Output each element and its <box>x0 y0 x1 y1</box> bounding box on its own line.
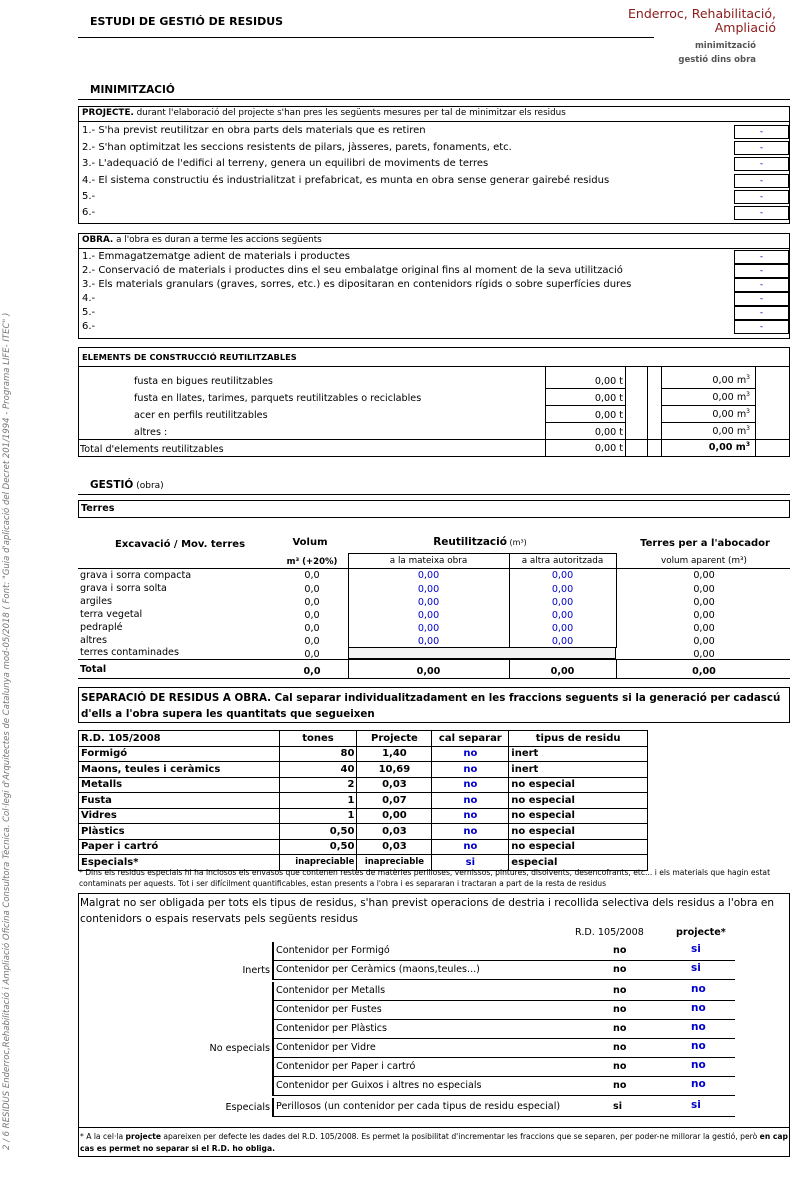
list-item <box>273 1001 735 1020</box>
terres-row-abocador: 0,00 <box>693 636 715 647</box>
cont-projecte: no <box>691 1078 706 1090</box>
terres-row-name: terra vegetal <box>80 609 143 620</box>
table-row <box>79 777 648 793</box>
terres-label: Terres <box>81 503 115 514</box>
sep-tones: 80 <box>279 746 357 762</box>
sep-projecte: 0,07 <box>357 793 432 809</box>
terres-row-reut-other: 0,00 <box>551 623 574 634</box>
obra-item: 5.- <box>82 307 96 318</box>
col-volum: Volum <box>292 537 328 548</box>
projecte-description: durant l'elaboració del projecte s'han pres les següents mesures per tal de minimitzar els residus <box>133 108 566 118</box>
minimitzacio-rule <box>78 99 790 100</box>
terres-row-abocador: 0,00 <box>693 584 715 595</box>
terres-total-abocador: 0,00 <box>692 666 716 677</box>
cont-name: Contenidor per Plàstics <box>276 1023 388 1034</box>
projecte-item: 4.- El sistema constructiu és industrialitzat i prefabricat, es munta en obra sense generar gairebé residus <box>82 175 610 186</box>
cont-col-projecte: projecte* <box>676 927 726 938</box>
minimitzacio-title: MINIMITZACIÓ <box>90 84 175 96</box>
projecte-item: 2.- S'han optimitzat les seccions resistents de pilars, jàsseres, parets, fonaments, etc. <box>82 142 512 153</box>
elements-col-line <box>625 366 626 456</box>
sep-name: Especials* <box>79 855 280 871</box>
element-name: acer en perfils reutilitzables <box>134 410 268 421</box>
obra-item-value: - <box>734 250 789 264</box>
terres-row-abocador: 0,00 <box>693 623 715 634</box>
terres-row-volum: 0,0 <box>304 610 320 621</box>
terres-row-volum: 0,0 <box>304 636 320 647</box>
col-reut-other: a altra autoritzada <box>521 556 604 566</box>
project-type-line1: Enderroc, Rehabilitació, <box>628 6 776 21</box>
projecte-heading <box>82 108 566 118</box>
terres-total-line <box>78 659 790 660</box>
projecte-divider <box>78 121 790 122</box>
cont-name: Perillosos (un contenidor per cada tipus de residu especial) <box>276 1101 561 1112</box>
sep-name: Maons, teules i ceràmics <box>79 762 280 778</box>
terres-row-reut-same: 0,00 <box>417 636 440 647</box>
cont-name: Contenidor per Ceràmics (maons,teules...) <box>276 964 480 975</box>
elements-divider <box>78 366 790 367</box>
project-type-line2: Ampliació <box>714 20 776 35</box>
col-abocador: Terres per a l'abocador <box>640 538 770 549</box>
terres-row-abocador: 0,00 <box>693 570 715 581</box>
element-total-line <box>78 439 790 440</box>
cont-rd: no <box>613 945 627 956</box>
cont-projecte: si <box>691 943 701 955</box>
cont-rd: no <box>613 964 627 975</box>
terres-row-reut-same: 0,00 <box>417 570 440 581</box>
side-footer-text: 2 / 6 RESIDUS Enderroc,Rehabilitació i Ampliació Oficina Consultora Tècnica. Col·legi d'Arquitectes de Catalunya mod-05/2018 ( Font: "Guia d'aplicació del Decret 201/1994 - Programa LIFE- ITEC" ) <box>2 312 12 1150</box>
table-row <box>79 746 648 762</box>
obra-description: a l'obra es duran a terme les accions següents <box>113 235 322 245</box>
projecte-label: PROJECTE. <box>82 108 134 118</box>
sep-cal-separar: no <box>432 824 509 840</box>
sep-tipus: no especial <box>509 777 648 793</box>
projecte-item-value: - <box>734 174 789 188</box>
gestio-title-text: GESTIÓ <box>90 479 134 491</box>
contenidors-intro: Malgrat no ser obligada per tots els tipus de residus, s'han previst operacions de destria i recollida selectiva dels residus a l'obra en contenidors o espais reservats pels següents residus <box>80 897 775 925</box>
cont-rd: no <box>613 1023 627 1034</box>
terres-row-name: terres contaminades <box>80 647 179 658</box>
sep-name: Fusta <box>79 793 280 809</box>
projecte-item: 6.- <box>82 207 96 218</box>
table-row <box>79 793 648 809</box>
element-tones: 0,00 t <box>594 393 623 404</box>
terres-row-reut-other: 0,00 <box>551 597 574 608</box>
element-row-line <box>661 388 755 389</box>
terres-row-volum: 0,0 <box>304 570 320 581</box>
contenidors-footnote: * A la cel·la projecte apareixen per defecte les dades del R.D. 105/2008. Es permet la posibilitat d'incrementar les fraccions que se separen, per poder-ne millorar la gestió, però en cap cas es permet no separar si el R.D. ho obliga. <box>80 1132 788 1153</box>
terres-row-name: grava i sorra solta <box>80 583 167 594</box>
sep-projecte: 0,03 <box>357 839 432 855</box>
cont-projecte: no <box>691 1021 706 1033</box>
obra-label: OBRA. <box>82 235 114 245</box>
especials-note: * Dins els residus especials hi ha inclosos els envasos que contenen restes de matèries perilloses, vernissos, pintures, disolvents, desencofrants, etc... i els materials que hagin estat contaminats per aquests. Tot i ser difícilment quantificables, estan presents a l'obra i es separaran i tractaran a part de la resta de residus <box>79 868 771 888</box>
terres-row-reut-same: 0,00 <box>417 610 440 621</box>
obra-item: 4.- <box>82 293 96 304</box>
elements-title: ELEMENTS DE CONSTRUCCIÓ REUTILITZABLES <box>82 352 297 362</box>
element-volume: 0,00 $m^3$ <box>712 408 750 421</box>
especials-label: Especials <box>225 1102 270 1113</box>
list-item <box>273 982 735 1001</box>
projecte-item-value: - <box>734 157 789 171</box>
element-row-line <box>545 422 625 423</box>
obra-item: 2.- Conservació de materials i productes dins el seu embalatge original fins al moment de la seva utilització <box>82 265 623 276</box>
section-sub-gestio: gestió dins obra <box>678 55 756 65</box>
total-col-line <box>509 659 510 678</box>
gestio-rule <box>78 494 790 495</box>
element-volume: 0,00 $m^3$ <box>712 425 750 438</box>
elements-total-volume: 0,00 $m^3$ <box>708 441 750 454</box>
cont-projecte: no <box>691 1059 706 1071</box>
terres-total-volum: 0,0 <box>303 666 321 677</box>
cont-rd: no <box>613 1004 627 1015</box>
terres-row-reut-same: 0,00 <box>417 584 440 595</box>
terres-row-reut-other: 0,00 <box>551 570 574 581</box>
separacio-header-row <box>79 731 648 747</box>
element-volume: 0,00 $m^3$ <box>712 374 750 387</box>
gestio-title <box>90 479 164 491</box>
obra-heading <box>82 235 322 245</box>
sep-tipus: inert <box>509 762 648 778</box>
sep-projecte: 0,00 <box>357 808 432 824</box>
projecte-item-value: - <box>734 125 789 139</box>
terres-row-name: grava i sorra compacta <box>80 570 192 581</box>
sep-cal-separar: si <box>432 855 509 871</box>
inerts-label: Inerts <box>242 965 270 976</box>
cont-col-rd: R.D. 105/2008 <box>575 927 644 938</box>
sep-tones: 1 <box>279 808 357 824</box>
separacio-table <box>78 730 648 871</box>
obra-item-value: - <box>734 264 789 278</box>
terres-row-volum: 0,0 <box>304 597 320 608</box>
sep-projecte: inapreciable <box>357 855 432 871</box>
cont-projecte: no <box>691 1002 706 1014</box>
sep-tones: 0,50 <box>279 839 357 855</box>
terres-row-reut-other: 0,00 <box>551 636 574 647</box>
element-name: altres : <box>134 427 168 438</box>
table-row <box>79 839 648 855</box>
list-item <box>273 1039 735 1058</box>
projecte-item-value: - <box>734 190 789 204</box>
terres-row-volum: 0,0 <box>304 623 320 634</box>
sep-header: tipus de residu <box>509 731 648 747</box>
cont-name: Contenidor per Metalls <box>276 985 386 996</box>
cont-name: Contenidor per Fustes <box>276 1004 382 1015</box>
sep-tipus: no especial <box>509 808 648 824</box>
elements-col-line <box>755 366 756 456</box>
elements-col-line <box>661 366 662 456</box>
sep-cal-separar: no <box>432 793 509 809</box>
terres-row-reut-same: 0,00 <box>417 597 440 608</box>
terres-total-reut-same: 0,00 <box>416 666 441 677</box>
project-type-title <box>600 7 776 35</box>
cont-rd: si <box>613 1101 622 1112</box>
cont-name: Contenidor per Formigó <box>276 945 390 956</box>
sep-name: Formigó <box>79 746 280 762</box>
terres-row-abocador: 0,00 <box>693 597 715 608</box>
total-col-line <box>616 659 617 678</box>
sep-header: R.D. 105/2008 <box>79 731 280 747</box>
sep-tones: inapreciable <box>279 855 357 871</box>
sep-tipus: no especial <box>509 793 648 809</box>
sep-cal-separar: no <box>432 777 509 793</box>
sep-tipus: no especial <box>509 839 648 855</box>
terres-row-abocador: 0,00 <box>693 649 715 660</box>
terres-row-reut-other: 0,00 <box>551 584 574 595</box>
table-row <box>79 824 648 840</box>
elements-total-tones: 0,00 t <box>594 443 623 454</box>
terres-total-label: Total <box>80 664 107 675</box>
terres-row-reut-same: 0,00 <box>417 623 440 634</box>
sep-tipus: no especial <box>509 824 648 840</box>
cont-projecte: si <box>691 962 701 974</box>
sep-projecte: 10,69 <box>357 762 432 778</box>
sep-cal-separar: no <box>432 808 509 824</box>
sep-cal-separar: no <box>432 746 509 762</box>
sep-name: Paper i cartró <box>79 839 280 855</box>
list-item <box>273 1058 735 1077</box>
terres-row-name: altres <box>80 635 107 646</box>
sep-header: tones <box>279 731 357 747</box>
col-reutilitzacio: Reutilització (m³) <box>433 536 527 548</box>
obra-item-value: - <box>734 320 789 334</box>
sep-tipus: inert <box>509 746 648 762</box>
projecte-item: 1.- S'ha previst reutilitzar en obra parts dels materials que es retiren <box>82 125 426 136</box>
sep-tones: 40 <box>279 762 357 778</box>
col-volum-unit: m³ (+20%) <box>286 557 338 567</box>
footnote-divider <box>78 1127 790 1128</box>
obra-divider <box>78 248 790 249</box>
reut-top-line <box>348 553 616 554</box>
no-especials-label: No especials <box>209 1043 270 1054</box>
element-row-line <box>545 405 625 406</box>
element-row-line <box>661 405 755 406</box>
cont-projecte: no <box>691 983 706 995</box>
terres-row-abocador: 0,00 <box>693 610 715 621</box>
terres-row-volum: 0,0 <box>304 584 320 595</box>
terres-bottom-line <box>78 678 790 679</box>
obra-item: 1.- Emmagatzematge adient de materials i productes <box>82 251 350 262</box>
sep-header: cal separar <box>432 731 509 747</box>
sep-tipus: especial <box>509 855 648 871</box>
list-item <box>273 1098 735 1117</box>
element-volume: 0,00 $m^3$ <box>712 391 750 404</box>
elements-col-line <box>647 366 648 456</box>
sep-header: Projecte <box>357 731 432 747</box>
obra-item: 3.- Els materials granulars (graves, sorres, etc.) es dipositaran en contenidors rígids o sobre superfícies dures <box>82 279 632 290</box>
element-tones: 0,00 t <box>594 410 623 421</box>
cont-name: Contenidor per Guixos i altres no especials <box>276 1080 482 1091</box>
sep-cal-separar: no <box>432 762 509 778</box>
col-abocador-unit: volum aparent (m³) <box>661 556 747 566</box>
cont-name: Contenidor per Vidre <box>276 1042 376 1053</box>
section-sub-minimitzacio: minimització <box>694 41 756 51</box>
terres-subheader-line <box>78 568 790 569</box>
obra-item-value: - <box>734 306 789 320</box>
sep-cal-separar: no <box>432 839 509 855</box>
terres-row-reut-other: 0,00 <box>551 610 574 621</box>
list-item <box>273 1020 735 1039</box>
terres-row-volum: 0,0 <box>304 649 320 660</box>
cont-projecte: si <box>691 1099 701 1111</box>
projecte-item-value: - <box>734 206 789 220</box>
element-tones: 0,00 t <box>594 427 623 438</box>
list-item <box>273 1077 735 1096</box>
total-col-line <box>348 659 349 678</box>
document-title: ESTUDI DE GESTIÓ DE RESIDUS <box>90 15 284 28</box>
obra-item: 6.- <box>82 321 96 332</box>
table-row <box>79 762 648 778</box>
list-item <box>273 942 735 961</box>
element-name: fusta en bigues reutilitzables <box>134 376 273 387</box>
gestio-title-suffix: (obra) <box>133 481 164 491</box>
cont-rd: no <box>613 985 627 996</box>
element-tones: 0,00 t <box>594 376 623 387</box>
elements-col-line <box>545 366 546 456</box>
sep-projecte: 1,40 <box>357 746 432 762</box>
projecte-item: 5.- <box>82 191 96 202</box>
obra-item-value: - <box>734 278 789 292</box>
table-row <box>79 808 648 824</box>
separacio-title: SEPARACIÓ DE RESIDUS A OBRA. Cal separar individualitzadament en les fraccions seguents si la generació per cadascú d'ells a l'obra supera les quantitats que segueixen <box>81 692 781 720</box>
elements-total-label: Total d'elements reutilitzables <box>80 444 224 455</box>
element-name: fusta en llates, tarimes, parquets reutilitzables o reciclables <box>134 393 422 404</box>
terres-row-name: pedraplé <box>80 622 123 633</box>
col-excavacio: Excavació / Mov. terres <box>115 539 246 550</box>
obra-item-value: - <box>734 292 789 306</box>
sep-tones: 0,50 <box>279 824 357 840</box>
contaminades-shaded <box>348 647 616 659</box>
col-reut-same: a la mateixa obra <box>389 556 468 566</box>
cont-name: Contenidor per Paper i cartró <box>276 1061 416 1072</box>
sep-name: Plàstics <box>79 824 280 840</box>
sep-projecte: 0,03 <box>357 777 432 793</box>
projecte-item: 3.- L'adequació de l'edifici al terreny, genera un equilibri de moviments de terres <box>82 158 489 169</box>
terres-total-reut-other: 0,00 <box>550 666 575 677</box>
sep-projecte: 0,03 <box>357 824 432 840</box>
sep-tones: 2 <box>279 777 357 793</box>
terres-row-name: argiles <box>80 596 112 607</box>
cont-rd: no <box>613 1061 627 1072</box>
sep-name: Vidres <box>79 808 280 824</box>
element-row-line <box>545 388 625 389</box>
sep-name: Metalls <box>79 777 280 793</box>
cont-rd: no <box>613 1080 627 1091</box>
cont-rd: no <box>613 1042 627 1053</box>
cont-projecte: no <box>691 1040 706 1052</box>
projecte-item-value: - <box>734 141 789 155</box>
header-rule <box>78 37 654 38</box>
element-row-line <box>661 422 755 423</box>
terres-header-box <box>78 500 790 518</box>
sep-tones: 1 <box>279 793 357 809</box>
list-item <box>273 961 735 980</box>
